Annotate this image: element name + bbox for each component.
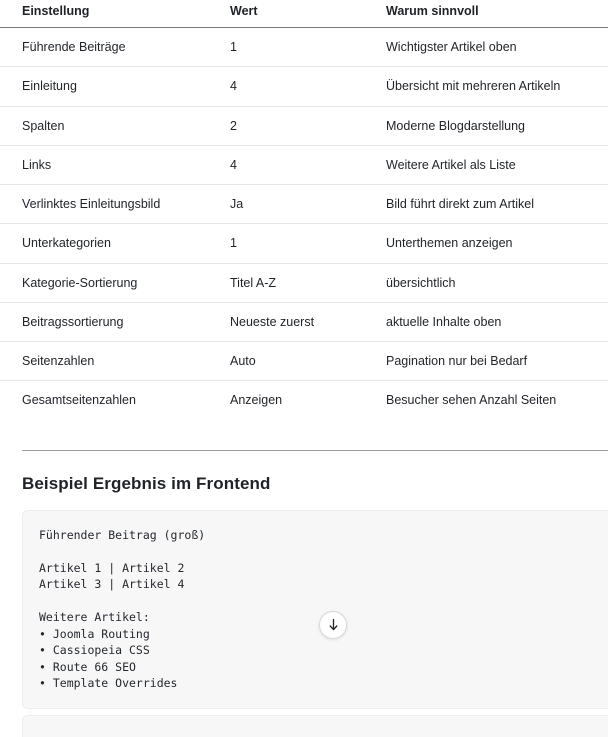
cell-value: Anzeigen xyxy=(230,393,283,408)
cell-reason: Wichtigster Artikel oben xyxy=(386,28,608,67)
table-row xyxy=(0,28,608,67)
cell-reason: Besucher sehen Anzahl Seiten xyxy=(386,393,557,408)
arrow-down-icon xyxy=(327,618,340,632)
cell-value: 4 xyxy=(230,145,386,184)
code-line: • Route 66 SEO xyxy=(39,659,136,674)
table-body xyxy=(0,28,608,420)
cell-reason: Pagination nur bei Bedarf xyxy=(386,342,608,381)
cell-value: Neueste zuerst xyxy=(230,302,386,341)
frontend-example-code-block xyxy=(22,510,608,709)
cell-setting: Seitenzahlen xyxy=(0,342,230,381)
cell-setting: Führende Beiträge xyxy=(0,28,230,67)
table-row xyxy=(0,224,608,263)
table-header-row xyxy=(0,0,608,28)
table-row xyxy=(0,263,608,302)
cell-value: 4 xyxy=(230,67,386,106)
cell-reason: Übersicht mit mehreren Artikeln xyxy=(386,67,608,106)
table-row xyxy=(0,185,608,224)
page-title: Beispiel Ergebnis im Frontend xyxy=(22,473,271,493)
cell-reason: Weitere Artikel als Liste xyxy=(386,145,608,184)
cell-value: Auto xyxy=(230,342,386,381)
code-line: • Cassiopeia CSS xyxy=(39,643,150,657)
code-line xyxy=(39,593,608,610)
code-line: Artikel 3 | Artikel 4 xyxy=(39,577,185,591)
cell-value: 1 xyxy=(230,224,386,263)
cell-setting: Beitragssortierung xyxy=(0,302,230,341)
table-row xyxy=(0,106,608,145)
cell-value: Titel A-Z xyxy=(230,263,386,302)
table-row xyxy=(0,145,608,184)
code-line: • Template Overrides xyxy=(39,676,178,690)
cell-setting: Links xyxy=(0,145,230,184)
cell-setting: Gesamtseitenzahlen xyxy=(22,393,136,408)
section-divider xyxy=(22,450,608,451)
column-header-warum: Warum sinnvoll xyxy=(386,0,608,28)
cell-reason: übersichtlich xyxy=(386,263,608,302)
scroll-down-button[interactable] xyxy=(319,611,347,639)
table-row xyxy=(0,381,608,420)
code-line: Weitere Artikel: xyxy=(39,610,150,624)
code-line xyxy=(39,543,608,560)
cell-setting: Unterkategorien xyxy=(0,224,230,263)
table-row xyxy=(0,342,608,381)
cell-reason: aktuelle Inhalte oben xyxy=(386,302,608,341)
column-header-wert: Wert xyxy=(230,0,386,28)
cell-reason: Moderne Blogdarstellung xyxy=(386,106,608,145)
cell-setting: Verlinktes Einleitungsbild xyxy=(0,185,230,224)
table-row xyxy=(0,302,608,341)
next-code-block-partial xyxy=(22,715,608,737)
cell-value: Ja xyxy=(230,185,386,224)
table-header xyxy=(0,0,608,28)
column-header-einstellung: Einstellung xyxy=(0,0,230,28)
code-line: • Joomla Routing xyxy=(39,626,150,641)
cell-setting: Kategorie-Sortierung xyxy=(0,263,230,302)
code-line: Artikel 1 | Artikel 2 xyxy=(39,560,185,575)
cell-reason: Bild führt direkt zum Artikel xyxy=(386,185,608,224)
cell-value: 1 xyxy=(230,28,386,67)
table-row xyxy=(0,67,608,106)
code-line: Führender Beitrag (groß) xyxy=(39,527,206,542)
cell-reason: Unterthemen anzeigen xyxy=(386,224,608,263)
cell-setting: Einleitung xyxy=(0,67,230,106)
cell-value: 2 xyxy=(230,106,386,145)
cell-setting: Spalten xyxy=(0,106,230,145)
